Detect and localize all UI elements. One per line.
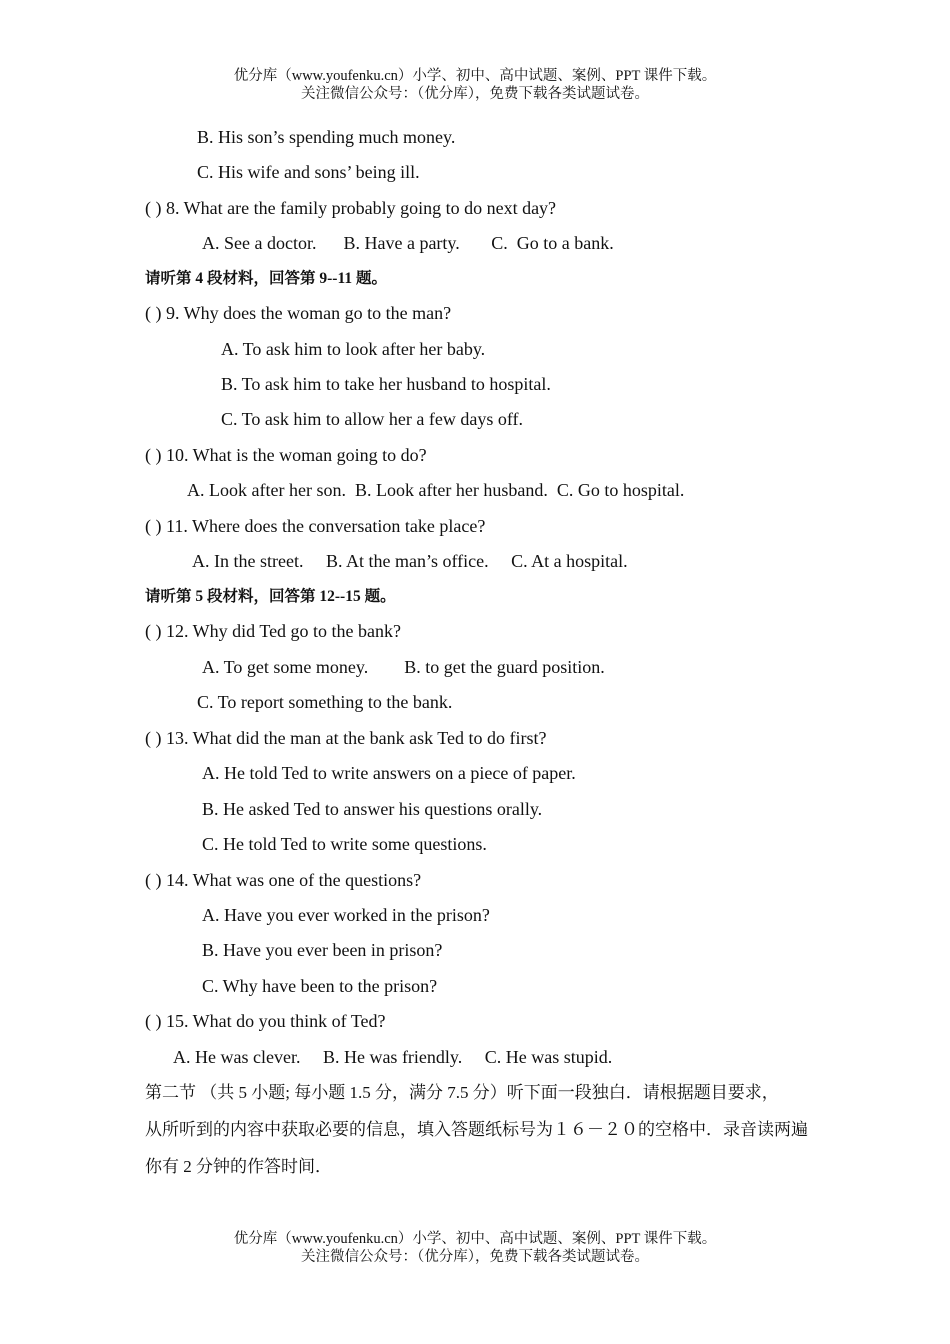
header-line-1: 优分库（www.youfenku.cn）小学、初中、高中试题、案例、PPT 课件下载。	[233, 68, 717, 84]
section2-line-3: 你有 2 分钟的作答时间．	[145, 1157, 332, 1176]
section2-line-2: 从所听到的内容中获取必要的信息，填入答题纸标号为１６－２０的空格中．录音读两遍	[145, 1120, 808, 1139]
q14-option-a: A. Have you ever worked in the prison?	[202, 905, 490, 925]
q12-options-ab: A. To get some money. B. to get the guard position.	[202, 657, 605, 677]
q9-option-b: B. To ask him to take her husband to hospital.	[221, 374, 551, 394]
q15-options: A. He was clever. B. He was friendly. C. He was stupid.	[173, 1047, 613, 1067]
section2-line-1: 第二节 （共 5 小题; 每小题 1.5 分，满分 7.5 分）听下面一段独白．请根据题目要求，	[145, 1083, 779, 1102]
q14-stem: ( ) 14. What was one of the questions?	[145, 870, 422, 890]
q8-options: A. See a doctor. B. Have a party. C. Go to a bank.	[202, 233, 614, 253]
q8-stem: ( ) 8. What are the family probably going to do next day?	[145, 198, 557, 218]
q13-option-a: A. He told Ted to write answers on a piece of paper.	[202, 763, 576, 783]
q13-option-b: B. He asked Ted to answer his questions orally.	[202, 799, 543, 819]
q10-options: A. Look after her son. B. Look after her husband. C. Go to hospital.	[187, 480, 685, 500]
q9-option-c: C. To ask him to allow her a few days off.	[221, 409, 524, 429]
q15-stem: ( ) 15. What do you think of Ted?	[145, 1011, 386, 1031]
part4-instruction: 请听第 4 段材料，回答第 9--11 题。	[145, 270, 387, 287]
page-footer	[0, 1230, 950, 1266]
q12-stem: ( ) 12. Why did Ted go to the bank?	[145, 621, 402, 641]
q14-option-b: B. Have you ever been in prison?	[202, 940, 443, 960]
q13-stem: ( ) 13. What did the man at the bank ask Ted to do first?	[145, 728, 547, 748]
footer-line-1: 优分库（www.youfenku.cn）小学、初中、高中试题、案例、PPT 课件下载。	[233, 1231, 717, 1247]
q9-option-a: A. To ask him to look after her baby.	[221, 339, 486, 359]
q13-option-c: C. He told Ted to write some questions.	[202, 834, 487, 854]
q7-option-b: B. His son’s spending much money.	[197, 127, 456, 147]
q12-option-c: C. To report something to the bank.	[197, 692, 453, 712]
q11-stem: ( ) 11. Where does the conversation take place?	[145, 516, 486, 536]
q11-options: A. In the street. B. At the man’s office. C. At a hospital.	[192, 551, 628, 571]
part5-instruction: 请听第 5 段材料，回答第 12--15 题。	[145, 588, 396, 605]
footer-line-2: 关注微信公众号：（优分库），免费下载各类试题试卷。	[301, 1249, 649, 1265]
q10-stem: ( ) 10. What is the woman going to do?	[145, 445, 427, 465]
q7-option-c: C. His wife and sons’ being ill.	[197, 162, 420, 182]
q9-stem: ( ) 9. Why does the woman go to the man?	[145, 303, 452, 323]
q14-option-c: C. Why have been to the prison?	[202, 976, 438, 996]
header-line-2: 关注微信公众号：（优分库），免费下载各类试题试卷。	[301, 86, 649, 102]
page-header	[0, 67, 950, 103]
